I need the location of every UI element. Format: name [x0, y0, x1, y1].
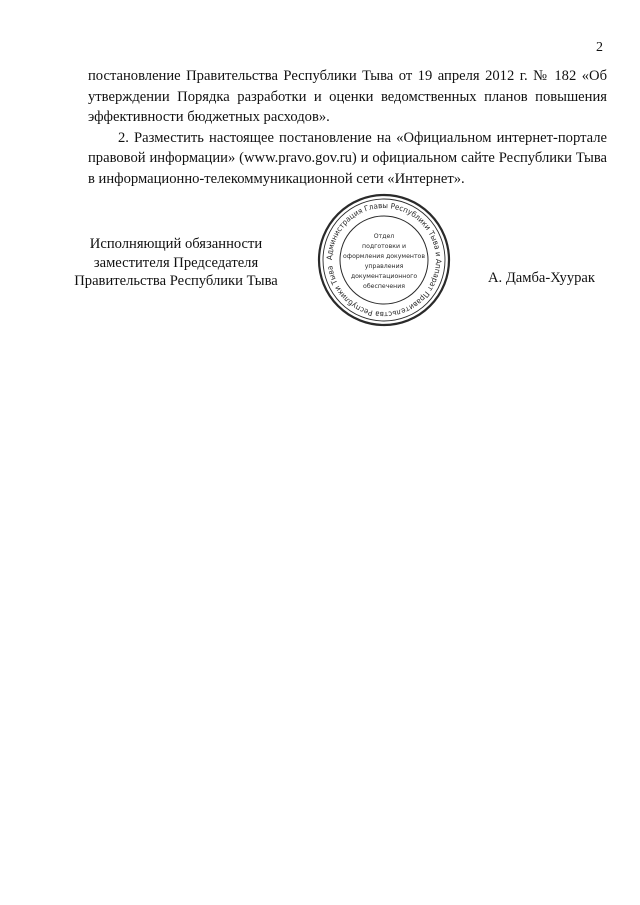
seal-outer-ring	[319, 195, 449, 325]
page-number: 2	[596, 40, 603, 55]
seal-ring-textpath: Администрация Главы Республики Тыва и Аппарат Правительства Республики Тыва	[324, 200, 444, 320]
seal-center-line-1: Отдел	[373, 233, 395, 240]
seal-graphic	[316, 192, 452, 328]
seal-center-line-4: управления	[364, 263, 404, 270]
seal-ring-text	[325, 201, 443, 319]
document-body	[88, 66, 607, 189]
signatory-position-line-2: заместителя Председателя	[93, 254, 259, 271]
seal-inner-ring	[340, 216, 428, 304]
seal-center-line-3: оформления документов	[343, 253, 425, 260]
signatory-name: А. Дамба-Хуурак	[488, 270, 595, 286]
seal-center-text	[343, 233, 425, 290]
signatory-position	[56, 235, 296, 291]
official-seal-stamp	[316, 192, 452, 328]
seal-center-line-6: обеспечения	[363, 283, 405, 290]
paragraph-2: 2. Разместить настоящее постановление на «Официальном интернет-портале правовой информации» (www.pravo.gov.ru) и официальном сайте Республики Тыва в информационно-телекоммуникационной сети «Интернет».	[88, 129, 607, 187]
signatory-position-line-3: Правительства Республики Тыва	[74, 273, 278, 289]
seal-outer-inner-ring	[323, 199, 445, 321]
seal-center-line-5: документационного	[350, 273, 418, 280]
seal-center-line-2: подготовки и	[362, 243, 406, 250]
signatory-position-line-1: Исполняющий обязанности	[89, 236, 263, 252]
paragraph-1: постановление Правительства Республики Тыва от 19 апреля 2012 г. № 182 «Об утверждении Порядка разработки и оценки ведомственных планов повышения эффективности бюджетных расходов».	[88, 68, 607, 125]
